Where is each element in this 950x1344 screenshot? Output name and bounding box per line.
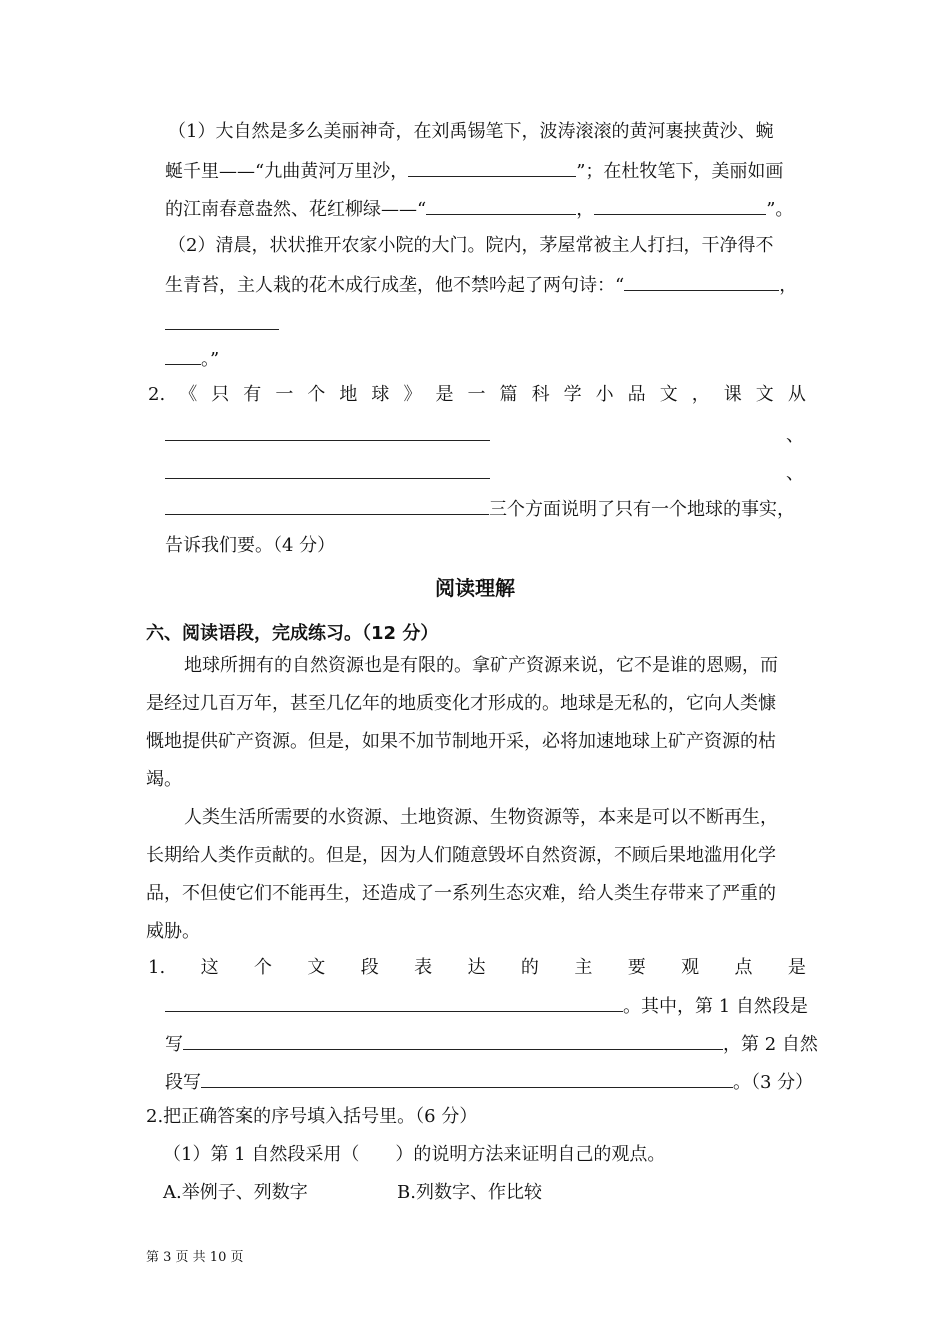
text-segment: ”。	[766, 199, 794, 220]
text-segment: 的江南春意盎然、花红柳绿——“	[165, 199, 427, 220]
spaced-char: 学	[563, 384, 582, 405]
spaced-char: 从	[787, 384, 806, 405]
option-a[interactable]: A.举例子、列数字	[163, 1182, 308, 1203]
spaced-char: 2.	[148, 384, 166, 405]
text-line	[165, 496, 795, 522]
comma-mark: 、	[786, 463, 804, 484]
paragraph-line: 品，不但使它们不能再生，还造成了一系列生态灾难，给人类生存带来了严重的	[146, 883, 776, 904]
answer-blank[interactable]	[165, 993, 623, 1012]
answer-blank[interactable]	[165, 329, 279, 330]
spaced-char: 段	[360, 957, 379, 978]
section-title: 六、阅读语段，完成练习。（12 分）	[146, 623, 439, 644]
spaced-char: 文	[755, 384, 774, 405]
paragraph-line: 竭。	[146, 769, 182, 790]
spaced-char: 观	[681, 957, 700, 978]
spaced-char: 表	[414, 957, 433, 978]
text-line	[165, 993, 808, 1019]
page-footer: 第 3 页 共 10 页	[146, 1250, 244, 1265]
text-segment: 三个方面说明了只有一个地球的事实，	[489, 499, 795, 520]
spaced-char: 是	[435, 384, 454, 405]
spaced-char: 个	[307, 384, 326, 405]
spaced-char: 文	[659, 384, 678, 405]
text-segment: ”；在杜牧笔下，美丽如画	[576, 161, 784, 182]
spaced-char: 》	[403, 384, 422, 405]
question-1-line	[148, 956, 806, 980]
answer-blank[interactable]	[165, 440, 490, 441]
spaced-char: 科	[531, 384, 550, 405]
text-segment: 写	[165, 1034, 183, 1055]
answer-blank[interactable]	[165, 496, 489, 515]
question-2-line	[148, 383, 806, 407]
answer-blank[interactable]	[165, 478, 490, 479]
comma-mark: 、	[786, 425, 804, 446]
text-segment: ，	[576, 199, 595, 220]
text-segment: ，	[779, 275, 798, 296]
spaced-char: 文	[307, 957, 326, 978]
option-b[interactable]: B.列数字、作比较	[397, 1182, 542, 1203]
spaced-char: 1.	[148, 957, 166, 978]
text-line	[165, 158, 783, 184]
spaced-char: ，	[691, 384, 710, 405]
spaced-char: 要	[627, 957, 646, 978]
spaced-char: 一	[467, 384, 486, 405]
answer-blank[interactable]	[408, 158, 576, 177]
paragraph-line: 地球所拥有的自然资源也是有限的。拿矿产资源来说，它不是谁的恩赐，而	[184, 655, 778, 676]
paragraph-line: 人类生活所需要的水资源、土地资源、生物资源等，本来是可以不断再生，	[184, 807, 778, 828]
spaced-char: 有	[243, 384, 262, 405]
text-segment: 。其中，第 1 自然段是	[623, 996, 808, 1017]
text-line	[165, 346, 219, 372]
text-line	[165, 1069, 813, 1095]
text-segment: 段写	[165, 1072, 201, 1093]
spaced-char: 一	[275, 384, 294, 405]
spaced-char: 的	[520, 957, 539, 978]
question-2: 2.把正确答案的序号填入括号里。（6 分）	[146, 1106, 478, 1127]
spaced-char: 点	[734, 957, 753, 978]
section-heading: 阅读理解	[435, 576, 515, 600]
paragraph-line: 是经过几百万年，甚至几亿年的地质变化才形成的。地球是无私的，它向人类慷	[146, 693, 776, 714]
spaced-char: 品	[627, 384, 646, 405]
spaced-char: 球	[371, 384, 390, 405]
answer-blank[interactable]	[201, 1069, 733, 1088]
spaced-char: 只	[211, 384, 230, 405]
spaced-char: 篇	[499, 384, 518, 405]
answer-blank[interactable]	[426, 196, 576, 215]
answer-blank[interactable]	[624, 272, 779, 291]
question-2-1: （1）第 1 自然段采用（ ）的说明方法来证明自己的观点。	[163, 1144, 666, 1165]
text-line	[165, 196, 793, 222]
text-line: 告诉我们要。（4 分）	[165, 535, 336, 556]
paragraph-line: 慨地提供矿产资源。但是，如果不加节制地开采，必将加速地球上矿产资源的枯	[146, 731, 776, 752]
text-line: （1）大自然是多么美丽神奇，在刘禹锡笔下，波涛滚滚的黄河裹挟黄沙、蜿	[168, 121, 774, 142]
answer-blank[interactable]	[165, 346, 201, 365]
text-segment: 。（3 分）	[733, 1072, 814, 1093]
spaced-char: 这	[200, 957, 219, 978]
text-segment: 生青苔，主人栽的花木成行成垄，他不禁吟起了两句诗：“	[165, 275, 625, 296]
text-line: （2）清晨，状状推开农家小院的大门。院内，茅屋常被主人打扫，干净得不	[168, 235, 774, 256]
text-line	[165, 272, 797, 298]
answer-blank[interactable]	[183, 1031, 723, 1050]
text-segment: 蜒千里——“九曲黄河万里沙，	[165, 161, 409, 182]
spaced-char: 达	[467, 957, 486, 978]
answer-blank[interactable]	[594, 196, 766, 215]
spaced-char: 是	[787, 957, 806, 978]
text-segment: ，第 2 自然	[723, 1034, 818, 1055]
spaced-char: 地	[339, 384, 358, 405]
spaced-char: 小	[595, 384, 614, 405]
spaced-char: 主	[574, 957, 593, 978]
paragraph-line: 威胁。	[146, 921, 200, 942]
spaced-char: 《	[179, 384, 198, 405]
text-segment: 。”	[201, 349, 220, 370]
text-line	[165, 1031, 818, 1057]
spaced-char: 个	[253, 957, 272, 978]
paragraph-line: 长期给人类作贡献的。但是，因为人们随意毁坏自然资源，不顾后果地滥用化学	[146, 845, 776, 866]
spaced-char: 课	[723, 384, 742, 405]
